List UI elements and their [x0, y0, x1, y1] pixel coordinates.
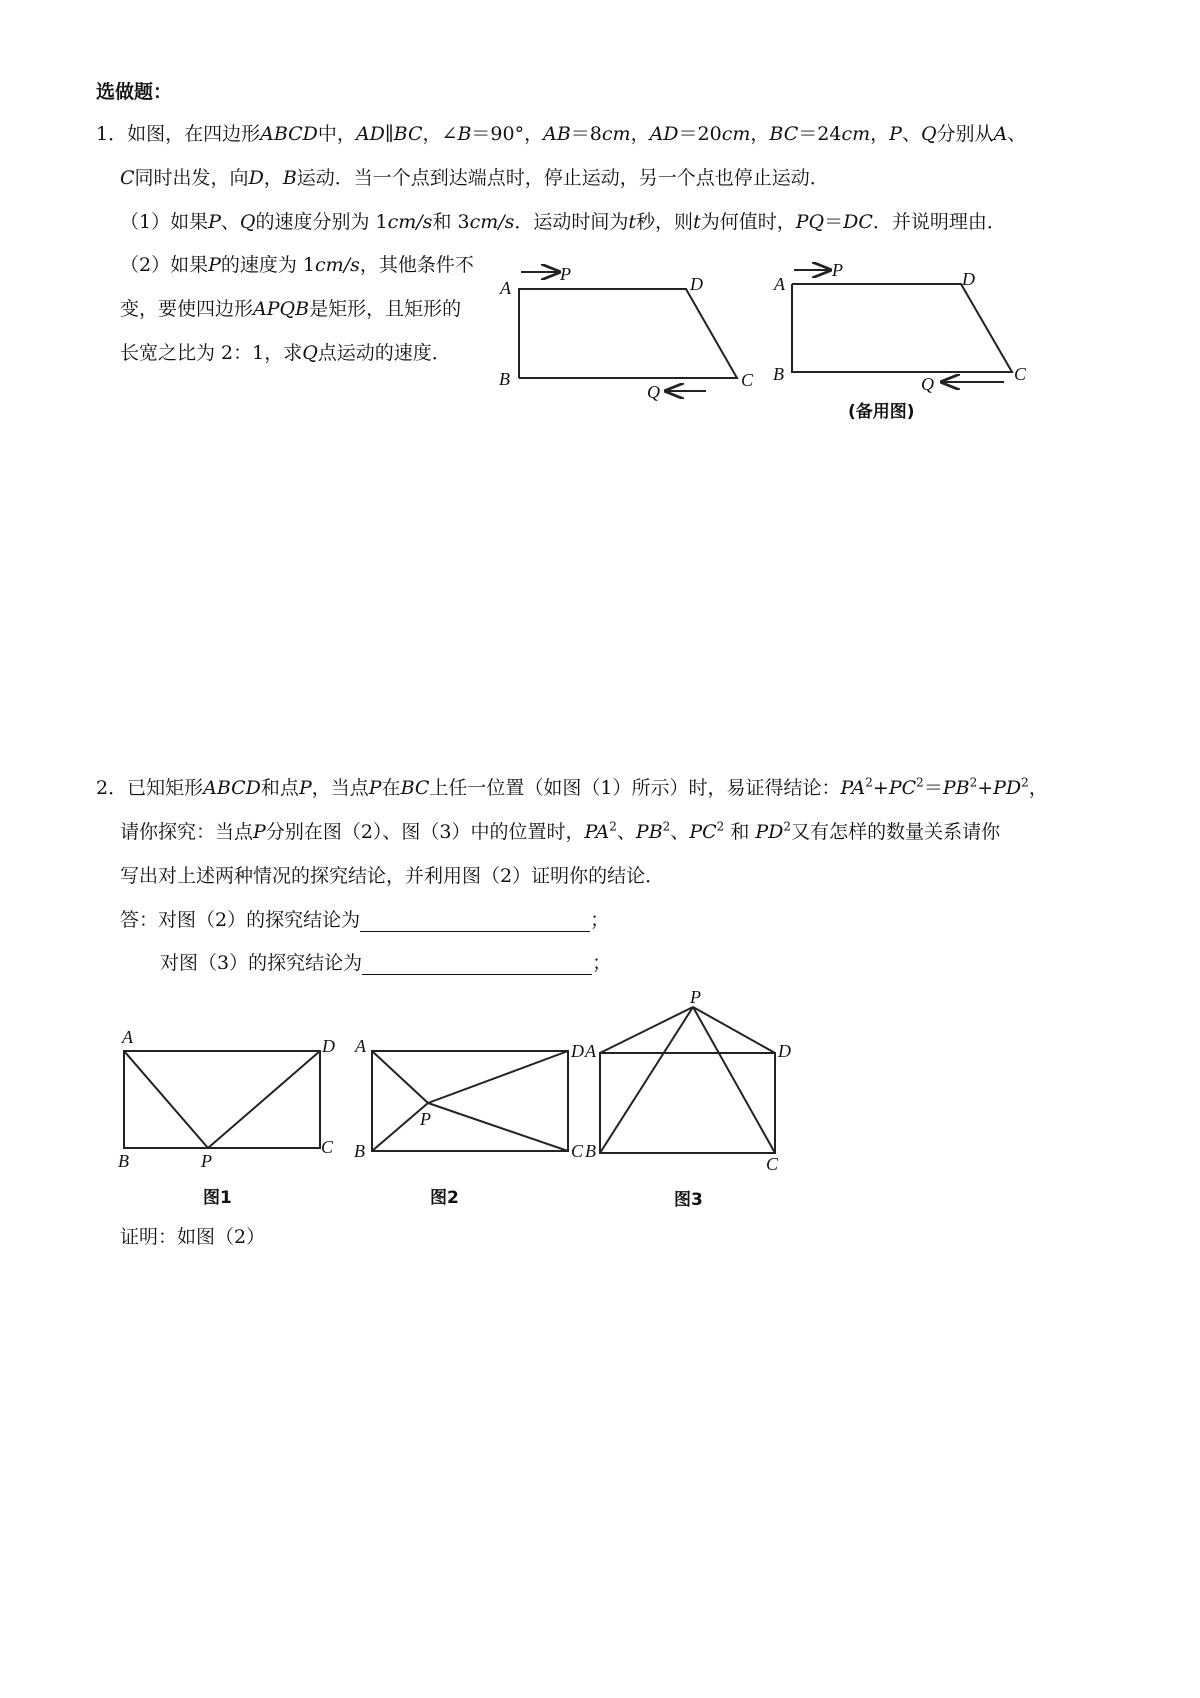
rectangle	[124, 1051, 320, 1148]
label-d: D	[778, 1041, 791, 1061]
label-d: D	[690, 274, 703, 294]
label-a: A	[500, 278, 511, 298]
segment-pd	[208, 1051, 320, 1148]
q1-part2-line1: （2）如果P的速度为 1cm/s，其他条件不	[120, 254, 474, 276]
q2-line3: 写出对上述两种情况的探究结论，并利用图（2）证明你的结论．	[120, 865, 665, 887]
label-c: C	[321, 1137, 334, 1157]
label-a: A	[355, 1036, 366, 1056]
segment-pc	[428, 1103, 568, 1151]
label-d: D	[571, 1041, 584, 1061]
label-p: P	[832, 260, 843, 280]
label-a: A	[122, 1027, 133, 1047]
label-d: D	[322, 1036, 335, 1056]
label-b: B	[118, 1151, 129, 1171]
q1-part2-line3: 长宽之比为 2：1，求Q点运动的速度．	[120, 342, 451, 364]
label-p: P	[201, 1151, 212, 1171]
figure-2-caption: 图2	[430, 1188, 459, 1208]
label-b: B	[585, 1141, 596, 1161]
label-q: Q	[921, 374, 934, 394]
label-d: D	[962, 269, 975, 289]
q2-line1: 2．已知矩形ABCD和点P，当点P在BC上任一位置（如图（1）所示）时，易证得结论：$PA^2+PC^2=PB^2+PD^2$，	[96, 775, 1048, 799]
label-a: A	[774, 274, 785, 294]
figure-3-caption: 图3	[674, 1190, 703, 1210]
segment-pa	[372, 1051, 428, 1103]
q1-line2: C同时出发，向D，B运动．当一个点到达端点时，停止运动，另一个点也停止运动．	[120, 167, 829, 189]
q2-proof-start: 证明：如图（2）	[120, 1226, 266, 1248]
spare-figure-caption: (备用图)	[848, 402, 915, 422]
label-b: B	[499, 369, 510, 389]
label-c: C	[571, 1141, 584, 1161]
label-c: C	[1014, 364, 1027, 384]
label-p: P	[690, 987, 701, 1007]
q2-line2: 请你探究：当点P分别在图（2）、图（3）中的位置时，$PA^2$、$PB^2$、$PC^2$ 和 $PD^2$又有怎样的数量关系请你	[120, 819, 1001, 843]
label-b: B	[773, 364, 784, 384]
segment-pd	[428, 1051, 568, 1103]
q1-line1: 1．如图，在四边形ABCD中，AD∥BC，∠B＝90°，AB＝8cm，AD＝20cm，BC＝24cm，P、Q分别从A、	[96, 123, 1027, 145]
segment-pa	[124, 1051, 208, 1148]
q1-part1: （1）如果P、Q的速度分别为 1cm/s和 3cm/s．运动时间为t秒，则t为何值时，PQ＝DC．并说明理由．	[120, 211, 1006, 233]
q2-figure-3	[584, 987, 791, 1210]
label-c: C	[741, 370, 754, 390]
q2-answer-fig2: 答：对图（2）的探究结论为 ；	[120, 909, 610, 931]
label-p: P	[560, 264, 571, 284]
section-title: 选做题：	[96, 81, 173, 103]
figure-1-caption: 图1	[203, 1188, 232, 1208]
q2-figure-2	[354, 1036, 584, 1208]
label-q: Q	[647, 382, 660, 402]
rectangle	[600, 1053, 775, 1153]
q2-figure-1	[118, 1027, 335, 1208]
label-b: B	[354, 1141, 365, 1161]
label-p: P	[420, 1109, 431, 1129]
q2-answer-fig3: 对图（3）的探究结论为 ；	[160, 952, 612, 974]
rectangle	[372, 1051, 568, 1151]
label-c: C	[766, 1154, 779, 1174]
q1-part2-line2: 变，要使四边形APQB是矩形，且矩形的	[120, 298, 462, 320]
label-a: A	[585, 1041, 596, 1061]
